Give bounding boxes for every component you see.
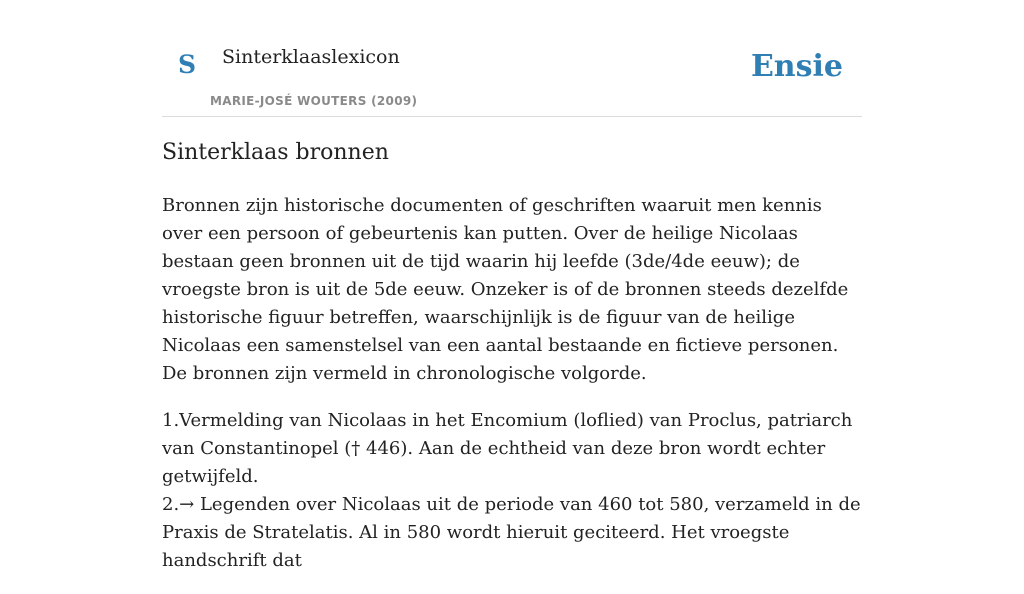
source-item: 2.→ Legenden over Nicolaas uit de periode van 460 tot 580, verzameld in de Praxis de Stratelatis. Al in 580 wordt hieruit geciteerd. Het vroegste handschrift dat — [162, 494, 861, 571]
entry-body — [162, 192, 862, 594]
content-container — [162, 0, 862, 571]
entry-sources-paragraph — [162, 407, 862, 575]
source-item: 1.Vermelding van Nicolaas in het Encomium (loflied) van Proclus, patriarch van Constantinopel († 446). Aan de echtheid van deze bron wordt echter getwijfeld. — [162, 410, 853, 487]
entry-title: Sinterklaas bronnen — [162, 140, 389, 165]
lexicon-logo[interactable]: S — [178, 50, 197, 79]
entry-intro-paragraph: Bronnen zijn historische documenten of geschriften waaruit men kennis over een persoon of gebeurtenis kan putten. Over de heilige Nicolaas bestaan geen bronnen uit de tijd waarin hij leefde (3de/4de eeuw); de vroegste bron is uit de 5de eeuw. Onzeker is of de bronnen steeds dezelfde historische figuur betreffen, waarschijnlijk is de figuur van de heilige Nicolaas een samenstelsel van een aantal bestaande en fictieve personen. De bronnen zijn vermeld in chronologische volgorde. — [162, 195, 849, 384]
header — [162, 0, 862, 117]
lexicon-author: MARIE-JOSÉ WOUTERS (2009) — [210, 94, 418, 108]
ensie-brand-logo[interactable]: Ensie — [750, 49, 843, 84]
lexicon-title[interactable]: Sinterklaaslexicon — [222, 46, 400, 68]
